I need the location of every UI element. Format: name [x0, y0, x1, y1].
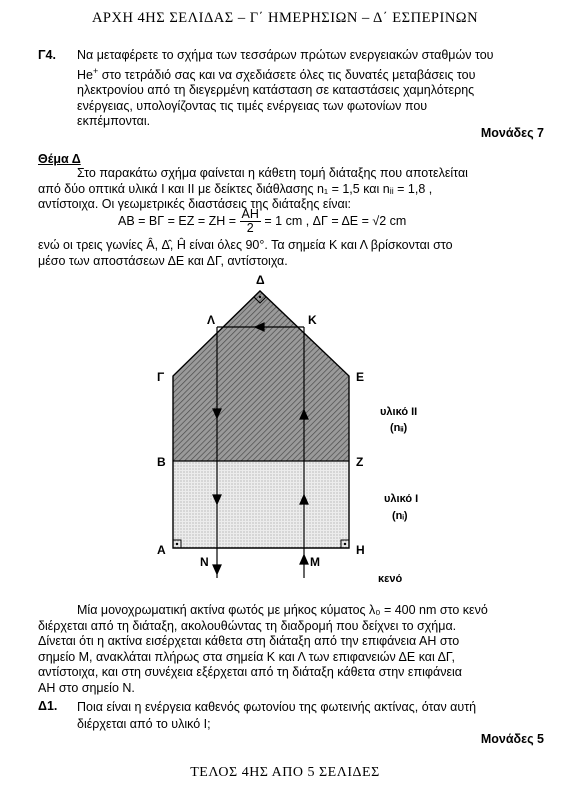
theme-line-3: αντίστοιχα. Οι γεωμετρικές διαστάσεις της διάταξης είναι: — [38, 197, 351, 211]
label-delta: Δ — [256, 273, 265, 287]
page-footer: ΤΕΛΟΣ 4ΗΣ ΑΠΟ 5 ΣΕΛΙΔΕΣ — [190, 765, 380, 780]
helium-symbol: He — [77, 67, 93, 82]
formula-numerator: ΑΗ — [241, 207, 259, 221]
theme-line-5: μέσο των αποστάσεων ΔΕ και ΔΓ, αντίστοιχα. — [38, 253, 288, 268]
vacuum-label: κενό — [378, 573, 403, 585]
desc-line-6: ΑΗ στο σημείο Ν. — [38, 680, 135, 695]
label-kappa: Κ — [308, 313, 317, 327]
material-i-region — [173, 461, 349, 548]
label-beta: Β — [157, 455, 166, 469]
label-eta: Η — [356, 543, 365, 557]
label-lambda: Λ — [207, 313, 216, 327]
g4-line-5: εκπέμπονται. — [77, 114, 151, 129]
theme-line-1: Στο παρακάτω σχήμα φαίνεται η κάθετη τομή διάταξης που αποτελείται — [77, 166, 468, 180]
d1-line-1: Ποια είναι η ενέργεια καθενός φωτονίου της φωτεινής ακτίνας, όταν αυτή — [77, 700, 477, 714]
material-ii-index: (nᵢᵢ) — [390, 422, 408, 434]
label-zeta: Ζ — [356, 455, 364, 469]
material-ii-label: υλικό ΙΙ — [380, 406, 418, 418]
desc-line-2: διέρχεται από τη διάταξη, ακολουθώντας τη διαδρομή που δείχνει το σχήμα. — [38, 618, 457, 633]
label-mu: Μ — [310, 555, 320, 569]
formula-left: ΑΒ = ΒΓ = ΕΖ = ΖΗ = — [118, 213, 237, 228]
ray-description — [38, 603, 543, 696]
theme-line-2: από δύο οπτικά υλικά Ι και ΙΙ με δείκτες διάθλασης n₁ = 1,5 και nᵢᵢ = 1,8 , — [38, 181, 433, 196]
theme-d-title: Θέμα Δ — [38, 152, 81, 166]
label-alpha: Α — [157, 543, 166, 557]
label-nu: Ν — [200, 555, 209, 569]
material-i-index: (nᵢ) — [392, 510, 408, 522]
question-label-g4: Γ4. — [38, 48, 56, 62]
g4-line-2-rest: στο τετράδιό σας και να σχεδιάσετε όλες τις δυνατές μεταβάσεις του — [98, 67, 476, 82]
desc-line-1: Μία μονοχρωματική ακτίνα φωτός με μήκος κύματος λ₀ = 400 nm στο κενό — [77, 603, 488, 617]
question-d1-text — [77, 699, 543, 733]
d1-line-2: διέρχεται από το υλικό Ι; — [77, 717, 211, 731]
g4-marks: Μονάδες 7 — [480, 126, 544, 140]
d1-marks: Μονάδες 5 — [480, 732, 544, 746]
helium-charge: + — [92, 65, 99, 76]
material-i-label: υλικό Ι — [384, 493, 419, 505]
theme-line-4: ενώ οι τρεις γωνίες Â, Δ̂, Ĥ είναι όλες 90°. Τα σημεία Κ και Λ βρίσκονται στο — [38, 238, 453, 252]
ray-arrow-up-1 — [300, 555, 308, 564]
formula-denominator: 2 — [246, 221, 254, 235]
g4-line-1: Να μεταφέρετε το σχήμα των τεσσάρων πρώτων ενεργειακών σταθμών του — [77, 48, 494, 62]
g4-line-4: ενέργειας, υπολογίζοντας τις τιμές ενέργειας των φωτονίων που — [77, 98, 428, 113]
label-epsilon: Ε — [356, 370, 365, 384]
formula-right: = 1 cm , ΔΓ = ΔΕ = √2 cm — [264, 213, 407, 228]
question-label-d1: Δ1. — [38, 699, 58, 713]
desc-line-5: αντίστοιχα, και στη συνέχεια εξέρχεται από τη διάταξη κάθετα στην επιφάνεια — [38, 665, 463, 679]
page-header: ΑΡΧΗ 4ΗΣ ΣΕΛΙΔΑΣ – Γ΄ ΗΜΕΡΗΣΙΩΝ – Δ΄ ΕΣΠΕΡΙΝΩΝ — [91, 10, 479, 26]
material-ii-region — [173, 291, 349, 461]
ray-arrow-down-3 — [213, 565, 221, 574]
desc-line-4: σημείο Μ, ανακλάται πλήρως στα σημεία Κ και Λ των επιφανειών ΔΕ και ΔΓ, — [38, 649, 455, 664]
label-gamma: Γ — [157, 370, 165, 384]
g4-line-3: ηλεκτρονίου από τη διεγερμένη κατάσταση σε καταστάσεις χαμηλότερης — [77, 83, 475, 98]
desc-line-3: Δίνεται ότι η ακτίνα εισέρχεται κάθετα στη διάταξη από την επιφάνεια ΑΗ στο — [38, 634, 460, 648]
